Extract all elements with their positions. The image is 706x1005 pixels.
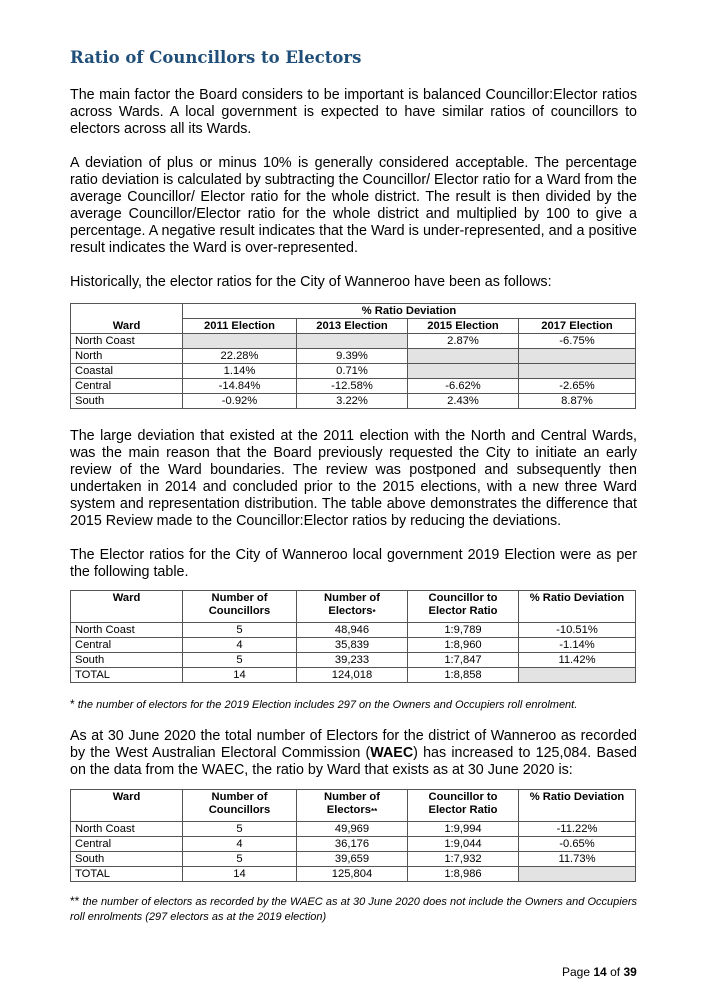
empty-corner-cell xyxy=(71,304,183,319)
cell-ward: Coastal xyxy=(71,364,183,379)
header-electors xyxy=(297,591,408,623)
table-row xyxy=(71,822,636,837)
footnote-mark: * xyxy=(70,697,75,711)
cell-value: 35,839 xyxy=(297,638,408,653)
cell-value: 0.71% xyxy=(297,364,408,379)
cell-ward: TOTAL xyxy=(71,668,183,683)
cell-value: 39,659 xyxy=(297,852,408,867)
header-ward: Ward xyxy=(71,790,183,822)
cell-value: 11.73% xyxy=(519,852,636,867)
cell-value: -1.14% xyxy=(519,638,636,653)
paragraph-historical-intro: Historically, the elector ratios for the City of Wanneroo have been as follows: xyxy=(70,274,552,290)
cell-value: 49,969 xyxy=(297,822,408,837)
header-deviation: % Ratio Deviation xyxy=(519,591,636,623)
text-bold-waec: WAEC xyxy=(370,745,414,761)
header-2015: 2015 Election xyxy=(408,319,519,334)
june-2020-table xyxy=(70,789,636,882)
paragraph-deviation-calculation: A deviation of plus or minus 10% is generally considered acceptable. The percentage ratio deviation is calculated by subtracting the Councillor/ Elector ratio for a Ward from the average Councillor/ Elector ratio for the whole district. The result is then divided by the average Councillor/Elector ratio for the whole district and multiplied by 100 to give a percentage. A negative result indicates that the Ward is under-represented, and a positive result indicates the Ward is over-represented. xyxy=(70,155,637,256)
paragraph-2019-intro: The Elector ratios for the City of Wanneroo local government 2019 Election were as per the following table. xyxy=(70,547,637,580)
cell-value: 22.28% xyxy=(183,349,297,364)
cell-ward: TOTAL xyxy=(71,867,183,882)
cell-value: -0.92% xyxy=(183,394,297,409)
cell-value: 124,018 xyxy=(297,668,408,683)
cell-value: 14 xyxy=(183,867,297,882)
cell-value: -14.84% xyxy=(183,379,297,394)
section-heading: Ratio of Councillors to Electors xyxy=(70,48,362,67)
table-header-row xyxy=(71,790,636,822)
header-electors xyxy=(297,790,408,822)
table-total-row xyxy=(71,867,636,882)
cell-value: -12.58% xyxy=(297,379,408,394)
election-2019-table xyxy=(70,590,636,683)
table-row xyxy=(71,349,636,364)
table-row xyxy=(71,394,636,409)
footer-of-word: of xyxy=(610,965,621,979)
cell-value: 5 xyxy=(183,623,297,638)
text-run: ) has increased to 125,084. Based on the data from the WAEC, the ratio by Ward that exists as at 30 June 2020 is: xyxy=(70,745,638,778)
page-footer xyxy=(562,965,637,979)
table-row xyxy=(71,379,636,394)
table-row xyxy=(71,334,636,349)
table-row xyxy=(71,623,636,638)
header-2017: 2017 Election xyxy=(519,319,636,334)
header-councillors: Number of Councillors xyxy=(183,591,297,623)
table-row xyxy=(71,852,636,867)
header-electors-label: Number of Electors xyxy=(324,592,380,617)
cell-empty xyxy=(297,334,408,349)
footnote-2019 xyxy=(70,697,637,713)
cell-empty xyxy=(183,334,297,349)
cell-ward: South xyxy=(71,394,183,409)
cell-value: 48,946 xyxy=(297,623,408,638)
cell-value: -0.65% xyxy=(519,837,636,852)
cell-value: 1:8,858 xyxy=(408,668,519,683)
header-ward: Ward xyxy=(71,591,183,623)
cell-value: 8.87% xyxy=(519,394,636,409)
cell-ward: North Coast xyxy=(71,822,183,837)
cell-value: -11.22% xyxy=(519,822,636,837)
table-row xyxy=(71,638,636,653)
cell-value: 1:8,986 xyxy=(408,867,519,882)
table-total-row xyxy=(71,668,636,683)
cell-empty xyxy=(519,349,636,364)
group-header-ratio-deviation: % Ratio Deviation xyxy=(183,304,636,319)
cell-value: 14 xyxy=(183,668,297,683)
cell-value: -10.51% xyxy=(519,623,636,638)
paragraph-2020-intro xyxy=(70,728,637,779)
footnote-mark: ** xyxy=(70,894,80,908)
cell-ward: Central xyxy=(71,638,183,653)
cell-value: 36,176 xyxy=(297,837,408,852)
footer-total-pages: 39 xyxy=(623,965,637,979)
cell-value: 5 xyxy=(183,653,297,668)
header-ward: Ward xyxy=(71,319,183,334)
cell-value: 5 xyxy=(183,822,297,837)
cell-ward: South xyxy=(71,852,183,867)
cell-value: 2.87% xyxy=(408,334,519,349)
cell-ward: North xyxy=(71,349,183,364)
paragraph-review-history: The large deviation that existed at the 2011 election with the North and Central Wards, was the main reason that the Board previously requested the City to initiate an early review of the Ward boundaries. The review was postponed and subsequently then undertaken in 2014 and concluded prior to the 2015 elections, with a new three Ward system and representation distribution. The table above demonstrates the difference that 2015 Review made to the Councillor:Elector ratios by reducing the deviations. xyxy=(70,428,637,529)
table-header-row xyxy=(71,319,636,334)
header-deviation: % Ratio Deviation xyxy=(519,790,636,822)
footnote-mark: * xyxy=(372,608,376,617)
cell-value: 1:7,847 xyxy=(408,653,519,668)
footnote-text: the number of electors as recorded by the WAEC as at 30 June 2020 does not include the Owners and Occupiers roll enrolments (297 electors as at the 2019 election) xyxy=(70,896,637,923)
cell-value: -2.65% xyxy=(519,379,636,394)
footnote-text: the number of electors for the 2019 Election includes 297 on the Owners and Occupiers roll enrolment. xyxy=(77,699,578,711)
header-councillors: Number of Councillors xyxy=(183,790,297,822)
cell-value: 1:9,994 xyxy=(408,822,519,837)
header-ratio: Councillor to Elector Ratio xyxy=(408,591,519,623)
header-2013: 2013 Election xyxy=(297,319,408,334)
cell-value: 5 xyxy=(183,852,297,867)
footer-page-number: 14 xyxy=(593,965,607,979)
footer-page-word: Page xyxy=(562,965,591,979)
cell-empty xyxy=(408,364,519,379)
cell-empty xyxy=(519,867,636,882)
header-electors-label: Number of Electors xyxy=(324,791,380,816)
cell-value: 1.14% xyxy=(183,364,297,379)
cell-value: -6.62% xyxy=(408,379,519,394)
cell-value: -6.75% xyxy=(519,334,636,349)
cell-empty xyxy=(519,364,636,379)
cell-value: 4 xyxy=(183,638,297,653)
footnote-mark: ** xyxy=(370,807,378,816)
cell-value: 1:9,044 xyxy=(408,837,519,852)
table-row xyxy=(71,364,636,379)
table-header-row xyxy=(71,591,636,623)
header-2011: 2011 Election xyxy=(183,319,297,334)
cell-value: 11.42% xyxy=(519,653,636,668)
cell-value: 1:7,932 xyxy=(408,852,519,867)
cell-value: 3.22% xyxy=(297,394,408,409)
paragraph-balanced-ratios: The main factor the Board considers to be important is balanced Councillor:Elector ratios across Wards. A local government is expected to have similar ratios of councillors to electors across all its Wards. xyxy=(70,87,637,137)
cell-ward: Central xyxy=(71,379,183,394)
document-page xyxy=(70,48,637,940)
cell-value: 39,233 xyxy=(297,653,408,668)
table-row xyxy=(71,837,636,852)
cell-ward: Central xyxy=(71,837,183,852)
cell-value: 1:9,789 xyxy=(408,623,519,638)
cell-value: 4 xyxy=(183,837,297,852)
header-ratio: Councillor to Elector Ratio xyxy=(408,790,519,822)
cell-empty xyxy=(408,349,519,364)
cell-value: 1:8,960 xyxy=(408,638,519,653)
cell-value: 125,804 xyxy=(297,867,408,882)
cell-value: 9.39% xyxy=(297,349,408,364)
cell-ward: South xyxy=(71,653,183,668)
footnote-2020 xyxy=(70,894,637,925)
cell-ward: North Coast xyxy=(71,334,183,349)
historical-ratio-table xyxy=(70,303,636,409)
table-row xyxy=(71,653,636,668)
table-group-header-row xyxy=(71,304,636,319)
text-run: As at 30 June 2020 the total number of Electors for the district of Wanneroo as recorded by the West Australian Electoral Commission ( xyxy=(70,728,637,761)
cell-empty xyxy=(519,668,636,683)
cell-ward: North Coast xyxy=(71,623,183,638)
cell-value: 2.43% xyxy=(408,394,519,409)
